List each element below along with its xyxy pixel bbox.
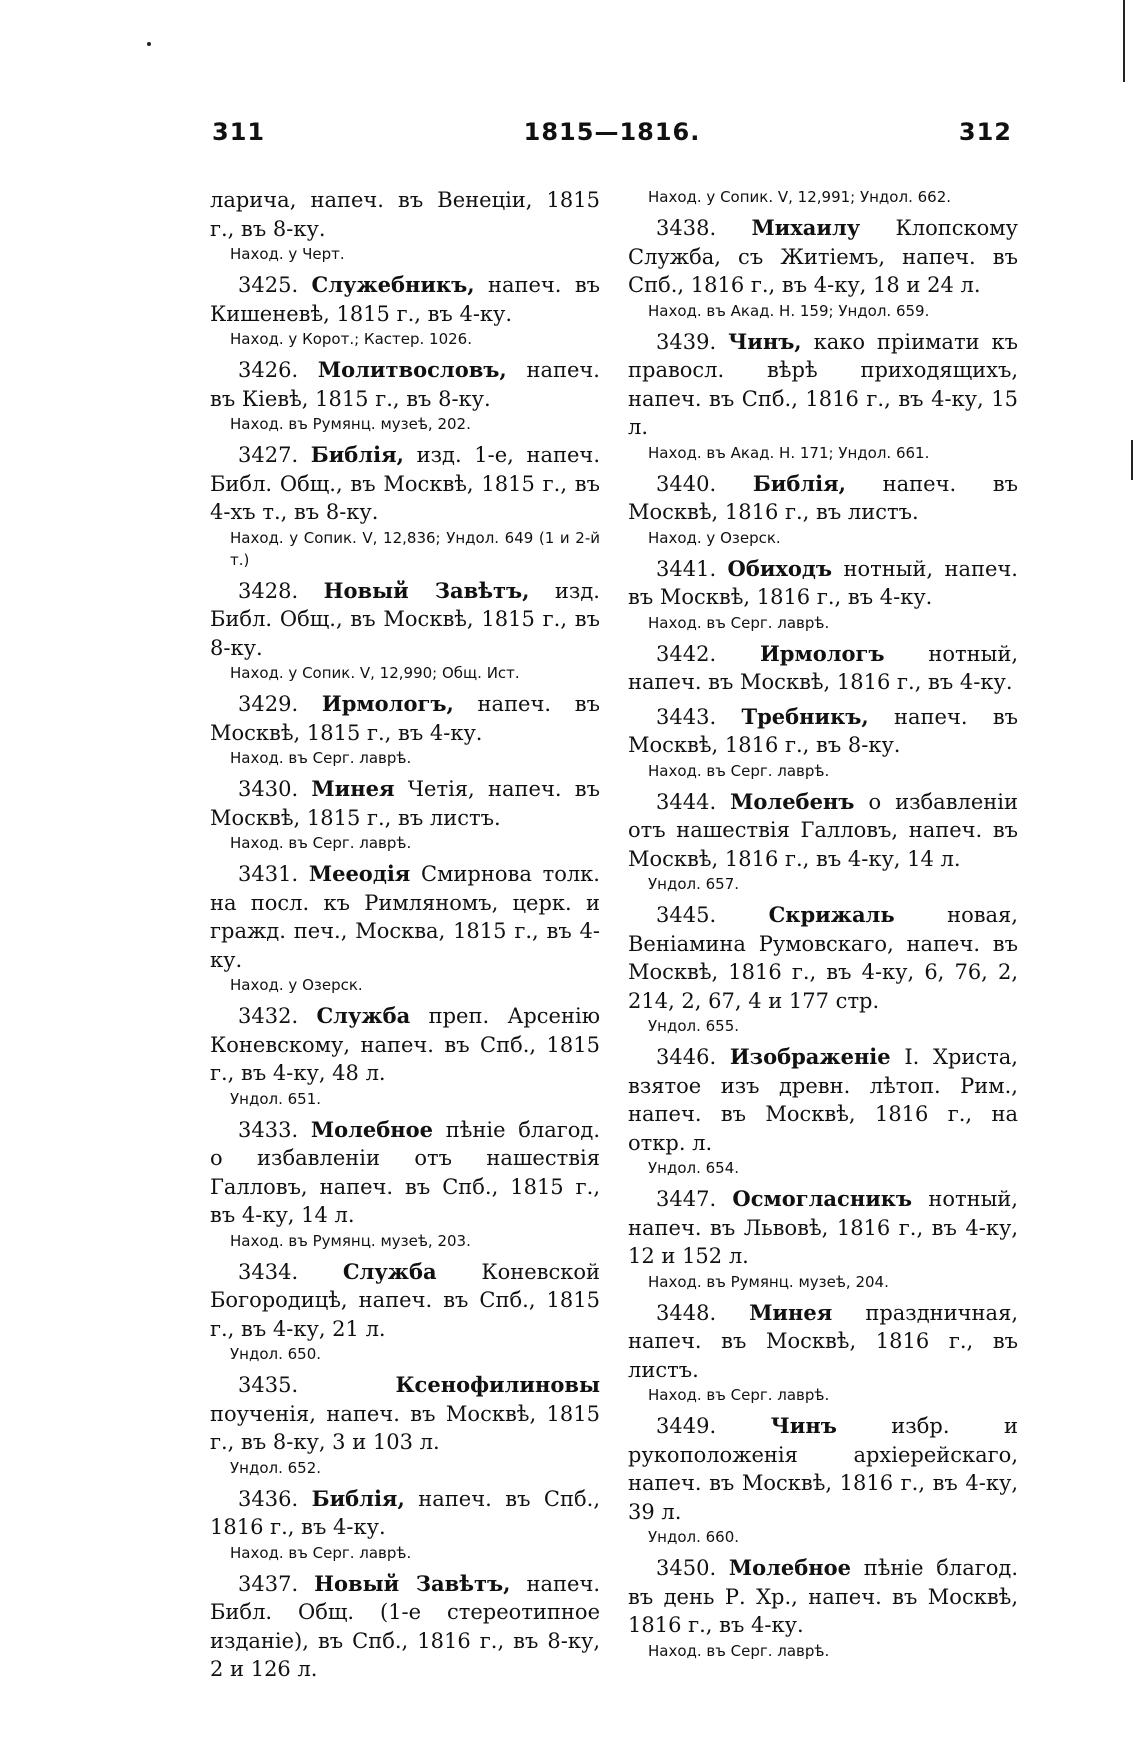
- entry-description: ларича, напеч. въ Венеціи, 1815 г., въ 8-ку.: [210, 188, 600, 241]
- entry-source: Наход. у Сопик. V, 12,990; Общ. Ист.: [230, 664, 520, 682]
- entry-title: Молебенъ: [730, 788, 855, 814]
- entry-text: [628, 788, 1018, 874]
- entry-description: напеч. въ Москвѣ, 1815 г., въ 4-ку.: [210, 692, 600, 745]
- entry-number: 3428.: [238, 578, 299, 603]
- catalog-entry: [628, 1554, 1018, 1662]
- entry-title: Скрижаль: [768, 902, 895, 927]
- catalog-entry: [210, 775, 600, 854]
- entry-description: напеч. въ Кіевѣ, 1815 г., въ 8-ку.: [210, 358, 600, 411]
- entry-title: Михаилу: [751, 215, 861, 240]
- entry-title: Служба: [342, 1258, 437, 1284]
- entry-title: Изображеніе: [729, 1044, 891, 1069]
- entry-description: І. Христа, взятое изъ древн. лѣтоп. Рим., напеч. въ Москвѣ, 1816 г., на откр. л.: [628, 1045, 1018, 1155]
- entry-description: напеч. въ Москвѣ, 1816 г., въ листъ.: [628, 471, 1018, 524]
- entry-text: [210, 441, 600, 527]
- catalog-entry: [628, 901, 1018, 1037]
- entry-source: Наход. въ Серг. лаврѣ.: [230, 749, 412, 767]
- right-page-number: 312: [958, 118, 1012, 146]
- entry-number: 3448.: [656, 1300, 717, 1325]
- catalog-entry: [210, 577, 600, 685]
- entry-text: [210, 271, 600, 328]
- left-page-number: 311: [212, 118, 266, 146]
- entry-title: Служебникъ,: [311, 272, 475, 297]
- entry-text: [210, 860, 600, 974]
- entry-text: [628, 901, 1018, 1015]
- catalog-entry: [628, 1043, 1018, 1179]
- entry-title: Осмогласникъ: [732, 1186, 913, 1211]
- entry-source: Наход. у Сопик. V, 12,836; Ундол. 649 (1 и 2-й т.): [230, 528, 600, 569]
- catalog-entry: [210, 860, 600, 996]
- entry-text: [628, 555, 1018, 612]
- entry-number: 3439.: [656, 329, 717, 354]
- entry-text: [210, 775, 600, 832]
- entry-text: [628, 640, 1018, 697]
- entry-description: нотный, напеч. въ Львовѣ, 1816 г., въ 4-ку, 12 и 152 л.: [628, 1187, 1018, 1268]
- entry-text: [210, 1002, 600, 1088]
- catalog-entry: [210, 1485, 600, 1564]
- entry-description: напеч. въ Кишеневѣ, 1815 г., въ 4-ку.: [210, 273, 600, 326]
- entry-text: [210, 1485, 600, 1542]
- entry-description: праздничная, напеч. въ Москвѣ, 1816 г., въ листъ.: [628, 1300, 1018, 1382]
- entry-number: 3442.: [656, 641, 717, 666]
- entry-source: Наход. въ Серг. лаврѣ.: [230, 1543, 412, 1562]
- entry-description: Коневской Богородицѣ, напеч. въ Спб., 1815 г., въ 4-ку, 21 л.: [210, 1259, 600, 1341]
- entry-title: Требникъ,: [741, 703, 869, 729]
- entry-description: поученія, напеч. въ Москвѣ, 1815 г., въ 8-ку, 3 и 103 л.: [210, 1401, 600, 1454]
- catalog-entry: [628, 703, 1018, 782]
- entry-description: о избавленіи отъ нашествія Галловъ, напеч. въ Москвѣ, 1816 г., въ 4-ку, 14 л.: [628, 789, 1018, 871]
- entry-title: Ирмологъ: [759, 640, 885, 666]
- entry-source: Ундол. 650.: [230, 1345, 322, 1363]
- catalog-entry: [628, 788, 1018, 896]
- entry-text: [210, 356, 600, 413]
- entry-number: 3449.: [656, 1414, 717, 1438]
- entry-number: 3433.: [238, 1117, 299, 1142]
- entry-description: изд. Библ. Общ., въ Москвѣ, 1815 г., въ 8-ку.: [210, 578, 600, 660]
- entry-description: избр. и рукоположенія архіерейскаго, напеч. въ Москвѣ, 1816 г., въ 4-ку, 39 л.: [628, 1414, 1018, 1524]
- entry-number: 3445.: [656, 903, 717, 927]
- entry-title: Новый Завѣтъ,: [323, 577, 530, 603]
- entry-source: Наход. въ Серг. лаврѣ.: [648, 613, 830, 632]
- scan-edge-line: [1123, 0, 1125, 82]
- scan-speck: [147, 42, 151, 46]
- entry-title: Ирмологъ,: [321, 691, 454, 716]
- entry-source: Наход. въ Румянц. музеѣ, 204.: [648, 1272, 889, 1291]
- entry-number: 3431.: [238, 862, 299, 886]
- catalog-entry: [210, 1116, 600, 1252]
- scan-edge-line: [1131, 440, 1133, 480]
- entry-source: Наход. въ Акад. Н. 171; Ундол. 661.: [648, 443, 930, 462]
- entry-text: [628, 214, 1018, 300]
- entry-number: 3450.: [656, 1556, 717, 1580]
- entry-number: 3440.: [656, 471, 717, 496]
- entry-text: [628, 1043, 1018, 1157]
- catalog-entry: [628, 1412, 1018, 1548]
- entry-text: [210, 1371, 600, 1457]
- entry-source: Наход. въ Румянц. музеѣ, 202.: [230, 415, 471, 433]
- catalog-entry: [628, 640, 1018, 697]
- entry-description: новая, Веніамина Румовскаго, напеч. въ Москвѣ, 1816 г., въ 4-ку, 6, 76, 2, 214, 2, 67, 4 и 177 стр.: [628, 903, 1018, 1013]
- entry-source: Наход. у Озерск.: [230, 976, 363, 994]
- entry-number: 3432.: [238, 1004, 299, 1028]
- entry-title: Мееодія: [308, 861, 411, 886]
- catalog-entry: [628, 470, 1018, 549]
- entry-source: Наход. у Сопик. V, 12,991; Ундол. 662.: [648, 188, 952, 206]
- entry-description: Четія, напеч. въ Москвѣ, 1815 г., въ листъ.: [210, 777, 600, 830]
- entry-text: [628, 1412, 1018, 1526]
- catalog-entry: [628, 1185, 1018, 1293]
- entry-number: 3436.: [238, 1486, 299, 1511]
- entry-number: 3429.: [238, 692, 299, 716]
- entry-text: [628, 1554, 1018, 1640]
- page-header: [212, 118, 1012, 158]
- entry-source: Ундол. 652.: [230, 1458, 322, 1477]
- entry-description: напеч. въ Москвѣ, 1816 г., въ 8-ку.: [628, 704, 1018, 757]
- entry-source: Ундол. 660.: [648, 1528, 740, 1546]
- entry-number: 3425.: [238, 273, 299, 297]
- entry-number: 3447.: [656, 1187, 717, 1211]
- entry-number: 3435.: [238, 1373, 299, 1397]
- entry-number: 3441.: [656, 556, 717, 581]
- entry-source: Наход. у Корот.; Кастер. 1026.: [230, 330, 472, 348]
- entry-title: Обиходъ: [727, 555, 833, 581]
- catalog-entry: [210, 1002, 600, 1110]
- catalog-entry: [210, 441, 600, 571]
- entry-text: [628, 470, 1018, 527]
- entry-source: Ундол. 654.: [648, 1159, 740, 1177]
- entry-number: 3444.: [656, 789, 717, 814]
- entry-text: [210, 1570, 600, 1684]
- entry-description: напеч. Библ. Общ. (1-е стереотипное изданіе), въ Спб., 1816 г., въ 8-ку, 2 и 126 л.: [210, 1571, 600, 1681]
- entry-text: [210, 186, 600, 243]
- entry-title: Молитвословъ,: [317, 357, 507, 382]
- entry-source: Наход. у Озерск.: [648, 528, 781, 547]
- catalog-entry: [210, 271, 600, 350]
- entry-title: Библія,: [752, 470, 846, 496]
- entry-description: изд. 1-е, напеч. Библ. Общ., въ Москвѣ, 1815 г., въ 4-хъ т., въ 8-ку.: [210, 443, 600, 524]
- entry-description: напеч. въ Спб., 1816 г., въ 4-ку.: [210, 1486, 600, 1539]
- entry-title: Молебное: [728, 1555, 852, 1580]
- catalog-entry: [628, 214, 1018, 322]
- entry-source: Наход. въ Серг. лаврѣ.: [648, 761, 830, 780]
- entry-title: Библія,: [310, 442, 404, 467]
- entry-source: Наход. въ Серг. лаврѣ.: [648, 1641, 830, 1660]
- entry-source: Наход. въ Акад. Н. 159; Ундол. 659.: [648, 301, 930, 320]
- catalog-entry: [210, 1258, 600, 1366]
- entry-number: 3427.: [238, 443, 299, 467]
- catalog-entry: [210, 690, 600, 769]
- entry-description: пѣніе благод. о избавленіи отъ нашествія Галловъ, напеч. въ Спб., 1815 г., въ 4-ку, 14 л.: [210, 1117, 600, 1227]
- entry-source: Ундол. 655.: [648, 1017, 740, 1035]
- entry-text: [210, 1258, 600, 1344]
- catalog-entry: [628, 555, 1018, 634]
- entry-source: Ундол. 651.: [230, 1089, 322, 1108]
- entry-number: 3426.: [238, 358, 299, 382]
- entry-text: [210, 1116, 600, 1230]
- catalog-entry: [210, 1570, 600, 1684]
- entry-source: Наход. въ Серг. лаврѣ.: [648, 1386, 830, 1404]
- entry-text: [628, 703, 1018, 760]
- entry-title: Служба: [316, 1003, 411, 1028]
- entry-description: пѣніе благод. въ день Р. Хр., напеч. въ Москвѣ, 1816 г., въ 4-ку.: [628, 1556, 1018, 1637]
- entry-source: Наход. въ Румянц. музеѣ, 203.: [230, 1231, 471, 1250]
- entry-number: 3430.: [238, 777, 299, 801]
- entry-text: [628, 328, 1018, 442]
- entry-description: нотный, напеч. въ Москвѣ, 1816 г., въ 4-ку.: [628, 641, 1018, 694]
- catalog-entry: [628, 1299, 1018, 1407]
- entry-description: Клопскому Служба, съ Житіемъ, напеч. въ Спб., 1816 г., въ 4-ку, 18 и 24 л.: [628, 216, 1018, 297]
- entry-title: Минея: [311, 776, 395, 801]
- entry-source: Наход. у Черт.: [230, 245, 345, 263]
- catalog-entry: [210, 1371, 600, 1479]
- entry-text: [210, 577, 600, 663]
- entry-text: [628, 1185, 1018, 1271]
- entry-number: 3434.: [238, 1259, 299, 1284]
- catalog-entry: [210, 356, 600, 435]
- catalog-entry: [628, 328, 1018, 464]
- entry-description: како пріимати къ правосл. вѣрѣ приходящихъ, напеч. въ Спб., 1816 г., въ 4-ку, 15 л.: [628, 329, 1018, 439]
- running-title: 1815—1816.: [523, 118, 701, 146]
- entry-title: Минея: [749, 1299, 833, 1325]
- entry-text: [210, 690, 600, 747]
- entry-title: Библія,: [311, 1485, 405, 1511]
- entry-description: преп. Арсенію Коневскому, напеч. въ Спб., 1815 г., въ 4-ку, 48 л.: [210, 1004, 600, 1085]
- entry-title: Новый Завѣтъ,: [314, 1570, 511, 1596]
- catalog-entry: [628, 186, 1018, 208]
- entry-title: Чинъ,: [728, 328, 802, 354]
- entry-number: 3446.: [656, 1045, 717, 1069]
- entry-number: 3438.: [656, 216, 717, 240]
- left-column: [210, 186, 600, 1690]
- entry-number: 3443.: [656, 704, 717, 729]
- entry-source: Наход. въ Серг. лаврѣ.: [230, 834, 412, 852]
- entry-description: Смирнова толк. на посл. къ Римляномъ, церк. и гражд. печ., Москва, 1815 г., въ 4-ку.: [210, 862, 600, 972]
- entry-title: Ксенофилиновы: [395, 1372, 600, 1397]
- entry-number: 3437.: [238, 1571, 299, 1596]
- catalog-entry: [210, 186, 600, 265]
- entry-description: нотный, напеч. въ Москвѣ, 1816 г., въ 4-ку.: [628, 556, 1018, 609]
- entry-title: Молебное: [310, 1116, 434, 1142]
- entry-source: Ундол. 657.: [648, 875, 740, 893]
- entry-title: Чинъ: [770, 1413, 837, 1438]
- right-column: [628, 186, 1018, 1668]
- entry-text: [628, 1299, 1018, 1385]
